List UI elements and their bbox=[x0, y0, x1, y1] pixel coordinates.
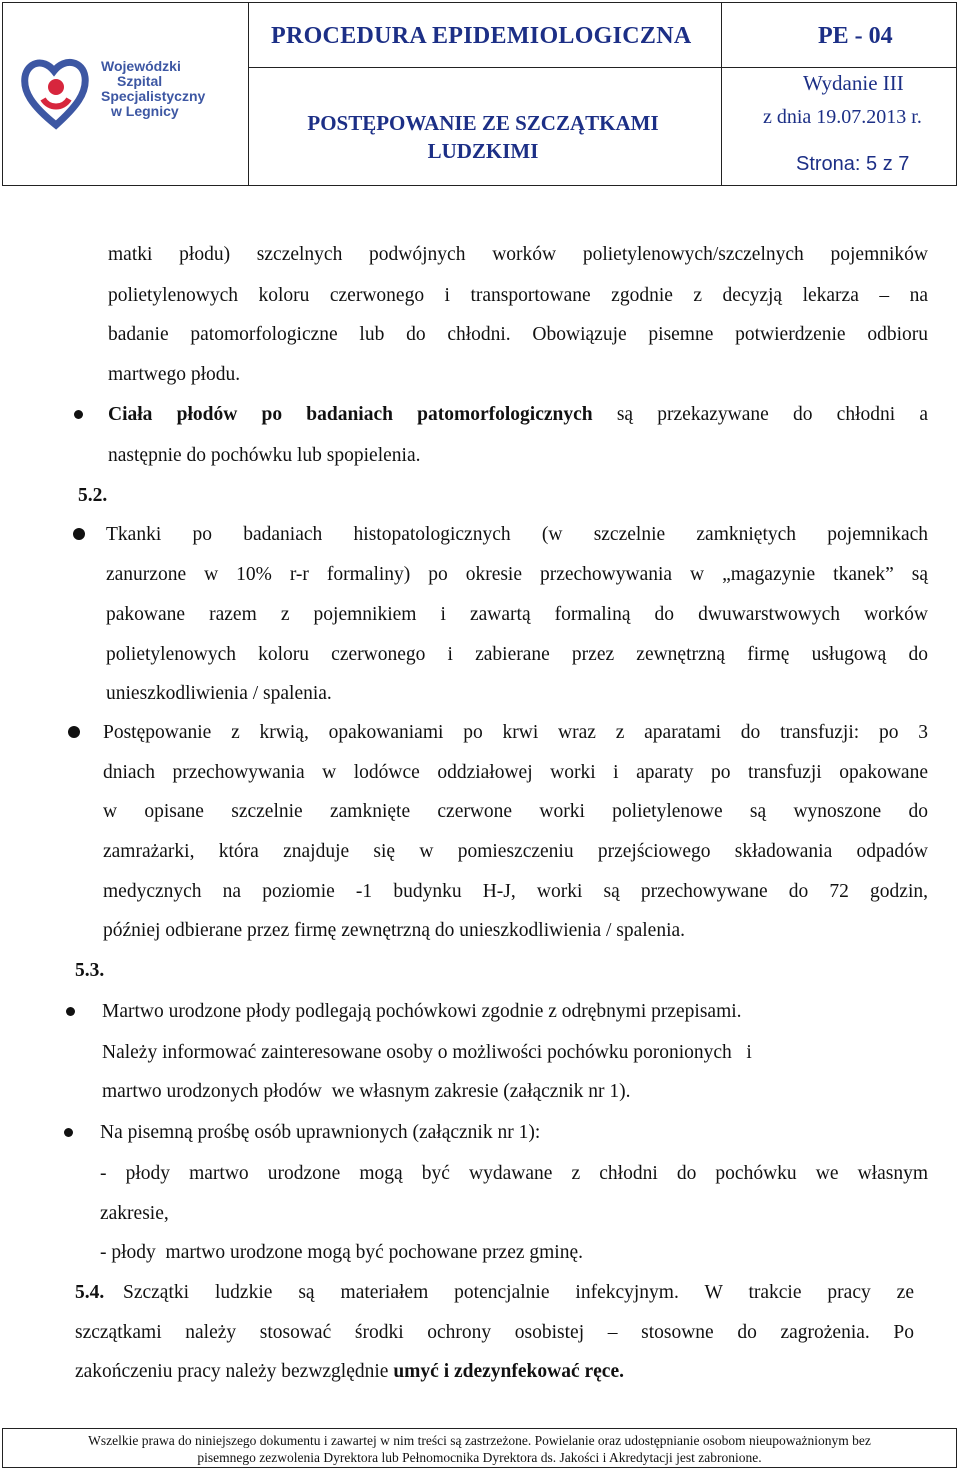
text-line: martwo urodzonych płodów we własnym zakresie (załącznik nr 1). bbox=[102, 1081, 631, 1102]
text-line: dniach przechowywania w lodówce oddziałowej worki i aparaty po transfuzji opakowane bbox=[103, 762, 928, 783]
text-line: polietylenowych koloru czerwonego i zabierane przez zewnętrzną firmę usługową do bbox=[106, 644, 928, 665]
text-line: - płody martwo urodzone mogą być wydawane z chłodni do pochówku we własnym bbox=[100, 1163, 928, 1184]
text-line: Postępowanie z krwią, opakowaniami po krwi wraz z aparatami do transfuzji: po 3 bbox=[103, 722, 928, 743]
text-line: unieszkodliwienia / spalenia. bbox=[106, 683, 332, 704]
logo-heart-icon bbox=[21, 53, 91, 133]
bullet-icon bbox=[74, 410, 83, 419]
edition-date: z dnia 19.07.2013 r. bbox=[763, 106, 922, 128]
text-line: szczątkami należy stosować środki ochrony osobistej – stosowne do zagrożenia. Po bbox=[75, 1322, 914, 1343]
text-line: Tkanki po badaniach histopatologicznych (w szczelnie zamkniętych pojemnikach bbox=[106, 524, 928, 545]
text-line: w opisane szczelnie zamknięte czerwone worki polietylenowe są wynoszone do bbox=[103, 801, 928, 822]
bullet-icon bbox=[73, 528, 85, 540]
text-line: medycznych na poziomie -1 budynku H-J, worki są przechowywane do 72 godzin, bbox=[103, 881, 928, 902]
text-line: następnie do pochówku lub spopielenia. bbox=[108, 445, 421, 466]
copyright-footer bbox=[2, 1428, 957, 1468]
text-line: Należy informować zainteresowane osoby o możliwości pochówku poronionych i bbox=[102, 1042, 752, 1063]
logo-wordmark: Wojewódzki Szpital Specjalistyczny w Legnicy bbox=[101, 58, 206, 119]
bullet-icon bbox=[68, 726, 80, 738]
text-line: Na pisemną prośbę osób uprawnionych (załącznik nr 1): bbox=[100, 1122, 541, 1143]
text-line: pakowane razem z pojemnikiem i zawartą formaliną do dwuwarstwowych worków bbox=[106, 604, 928, 625]
bullet-icon bbox=[64, 1128, 73, 1137]
procedure-title: PROCEDURA EPIDEMIOLOGICZNA bbox=[271, 23, 692, 49]
footer-line: pisemnego zezwolenia Dyrektora lub Pełnomocnika Dyrektora ds. Jakości i Akredytacji jest zabronione. bbox=[197, 1450, 762, 1465]
page-number: Strona: 5 z 7 bbox=[796, 153, 910, 175]
text-line: polietylenowych koloru czerwonego i transportowane zgodnie z decyzją lekarza – na bbox=[108, 285, 928, 306]
text-line: Szczątki ludzkie są materiałem potencjalnie infekcyjnym. W trakcie pracy ze bbox=[123, 1282, 914, 1303]
section-number: 5.3. bbox=[75, 960, 105, 981]
text-line: Martwo urodzone płody podlegają pochówkowi zgodnie z odrębnymi przepisami. bbox=[102, 1001, 742, 1022]
text-line: zamrażarki, która znajduje się w pomieszczeniu przejściowego składowania odpadów bbox=[103, 841, 928, 862]
text-line: martwego płodu. bbox=[108, 364, 241, 385]
hospital-logo bbox=[21, 53, 206, 133]
text-line: zanurzone w 10% r-r formaliny) po okresie przechowywania w „magazynie tkanek” są bbox=[106, 564, 928, 585]
text-line: Ciała płodów po badaniach patomorfologicznych są przekazywane do chłodni a bbox=[108, 404, 928, 425]
section-number: 5.2. bbox=[78, 485, 108, 506]
bullet-icon bbox=[66, 1007, 75, 1016]
text-line: - płody martwo urodzone mogą być pochowane przez gminę. bbox=[100, 1242, 584, 1263]
document-header bbox=[2, 2, 957, 186]
procedure-code: PE - 04 bbox=[818, 23, 893, 49]
section-number: 5.4. bbox=[75, 1282, 105, 1303]
text-line: zakończeniu pracy należy bezwzględnie umyć i zdezynfekować ręce. bbox=[75, 1361, 624, 1382]
text-line: później odbierane przez firmę zewnętrzną do unieszkodliwienia / spalenia. bbox=[103, 920, 686, 941]
text-line: matki płodu) szczelnych podwójnych worków polietylenowych/szczelnych pojemników bbox=[108, 244, 928, 265]
procedure-subtitle: POSTĘPOWANIE ZE SZCZĄTKAMI LUDZKIMI bbox=[307, 111, 659, 163]
text-line: badanie patomorfologiczne lub do chłodni. Obowiązuje pisemne potwierdzenie odbioru bbox=[108, 324, 928, 345]
text-line: zakresie, bbox=[100, 1203, 169, 1224]
edition-label: Wydanie III bbox=[803, 71, 904, 95]
footer-line: Wszelkie prawa do niniejszego dokumentu i zawartej w nim treści są zastrzeżone. Powielanie oraz udostępnianie osobom nieupoważnionym bez bbox=[88, 1433, 871, 1448]
